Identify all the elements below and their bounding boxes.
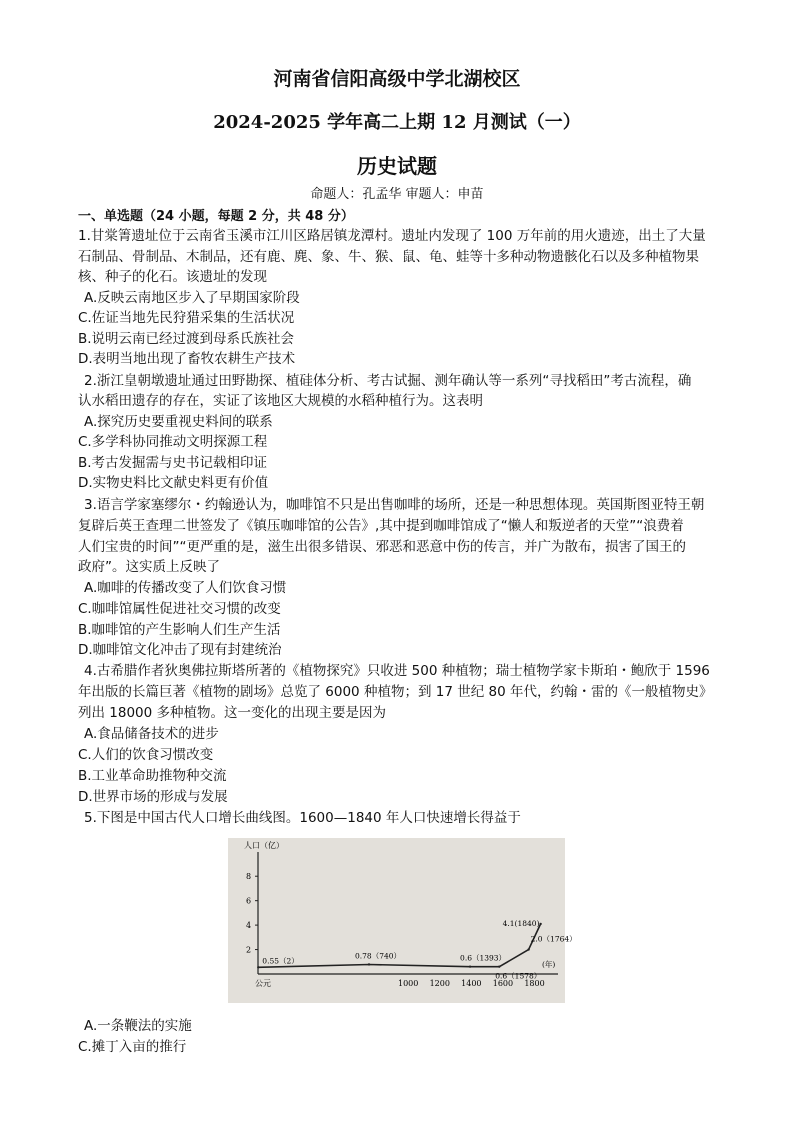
subject-title: 历史试题 (357, 154, 437, 178)
question-3-option-d[interactable]: D.咖啡馆文化冲击了现有封建统治 (78, 642, 282, 658)
question-5-option-c[interactable]: C.摊丁入亩的推行 (78, 1039, 187, 1055)
question-3-option-c[interactable]: C.咖啡馆属性促进社交习惯的改变 (78, 601, 281, 617)
y-axis-label: 人口（亿） (244, 841, 284, 850)
question-5-option-a[interactable]: A.一条鞭法的实施 (84, 1018, 192, 1034)
section-heading: 一、单选题（24 小题，每题 2 分，共 48 分） (78, 209, 354, 224)
question-1-line-1: 1.甘棠箐遗址位于云南省玉溪市江川区路居镇龙潭村。遗址内发现了 100 万年前的用火遗迹，出土了大量 (78, 228, 706, 244)
x-tick-label: 1200 (429, 979, 450, 988)
question-2-line-1: 2.浙江皇朝墩遗址通过田野勘探、植硅体分析、考古试掘、测年确认等一系列“寻找稻田”考古流程，确 (84, 373, 692, 389)
y-tick-label: 6 (246, 896, 252, 906)
question-2-option-a[interactable]: A.探究历史要重视史料间的联系 (84, 414, 273, 430)
question-4-option-c[interactable]: C.人们的饮食习惯改变 (78, 747, 214, 763)
question-3-line-4: 政府”。这实质上反映了 (78, 559, 220, 575)
x-tick-label: 1600 (492, 979, 514, 988)
question-1-option-d[interactable]: D.表明当地出现了畜牧农耕生产技术 (78, 351, 296, 367)
question-3-option-a[interactable]: A.咖啡的传播改变了人们饮食习惯 (84, 580, 287, 596)
y-tick-label: 8 (246, 872, 252, 882)
question-1-line-3: 核、种子的化石。该遗址的发现 (78, 269, 267, 285)
question-2-option-b[interactable]: B.考古发掘需与史书记载相印证 (78, 455, 268, 471)
data-point (498, 965, 500, 967)
authors-line: 命题人：孔孟华 审题人：申苗 (310, 187, 484, 202)
question-4-option-a[interactable]: A.食品储备技术的进步 (84, 726, 219, 742)
data-point (368, 963, 370, 965)
data-label: 0.6（1578） (495, 971, 542, 981)
data-point (469, 965, 471, 967)
question-1-line-2: 石制品、骨制品、木制品，还有鹿、麂、象、牛、猴、鼠、龟、蛙等十多种动物遗骸化石以及多种植物果 (78, 249, 699, 265)
x-tick-label: 1000 (398, 979, 419, 988)
question-4-line-3: 列出 18000 多种植物。这一变化的出现主要是因为 (78, 705, 387, 721)
data-point (527, 948, 529, 950)
data-point (539, 923, 541, 925)
y-tick-label: 2 (246, 945, 252, 955)
school-title: 河南省信阳高级中学北湖校区 (273, 68, 521, 90)
data-label: 4.1(1840) (502, 918, 540, 928)
question-3-line-2: 复辟后英王查理二世签发了《镇压咖啡馆的公告》,其中提到咖啡馆成了“懒人和叛逆者的天堂”“浪费着 (78, 518, 684, 534)
exam-title: 2024-2025 学年高二上期 12 月测试（一） (213, 112, 581, 133)
data-label: 0.78（740） (355, 951, 402, 961)
question-4-option-b[interactable]: B.工业革命助推物种交流 (78, 768, 227, 784)
y-tick-label: 4 (246, 921, 252, 931)
question-1-option-c[interactable]: C.佐证当地先民狩猎采集的生活状况 (78, 310, 295, 326)
question-2-option-c[interactable]: C.多学科协同推动文明探源工程 (78, 434, 268, 450)
x-tick-label: 1400 (461, 979, 482, 988)
data-label: 0.6（1393） (460, 953, 507, 963)
question-5-line-1: 5.下图是中国古代人口增长曲线图。1600—1840 年人口快速增长得益于 (84, 810, 521, 826)
x-tick-label: 1800 (524, 979, 545, 988)
data-label: 2.0（1764） (530, 934, 577, 944)
data-point (257, 966, 259, 968)
data-label: 0.55（2） (262, 956, 299, 966)
question-3-line-3: 人们宝贵的时间”“更严重的是，滋生出很多错误、邪恶和恶意中伤的传言，并广为散布，损害了国王的 (78, 539, 686, 555)
question-1-option-a[interactable]: A.反映云南地区步入了早期国家阶段 (84, 290, 300, 306)
question-3-line-1: 3.语言学家塞缪尔・约翰逊认为，咖啡馆不只是出售咖啡的场所，还是一种思想体现。英国斯图亚特王朝 (84, 497, 705, 513)
question-4-line-1: 4.古希腊作者狄奥佛拉斯塔所著的《植物探究》只收进 500 种植物；瑞士植物学家卡斯珀・鲍欣于 1596 (84, 663, 710, 679)
question-4-line-2: 年出版的长篇巨著《植物的剧场》总览了 6000 种植物；到 17 世纪 80 年代，约翰・雷的《一般植物史》 (78, 684, 713, 700)
x-axis-label: (年) (542, 960, 556, 969)
question-3-option-b[interactable]: B.咖啡馆的产生影响人们生产生活 (78, 622, 281, 638)
x-origin-label: 公元 (255, 979, 271, 988)
population-chart (228, 838, 577, 1003)
question-1-option-b[interactable]: B.说明云南已经过渡到母系氏族社会 (78, 331, 295, 347)
question-4-option-d[interactable]: D.世界市场的形成与发展 (78, 789, 228, 805)
question-2-line-2: 认水稻田遗存的存在，实证了该地区大规模的水稻种植行为。这表明 (78, 393, 483, 409)
question-2-option-d[interactable]: D.实物史料比文献史料更有价值 (78, 475, 269, 491)
